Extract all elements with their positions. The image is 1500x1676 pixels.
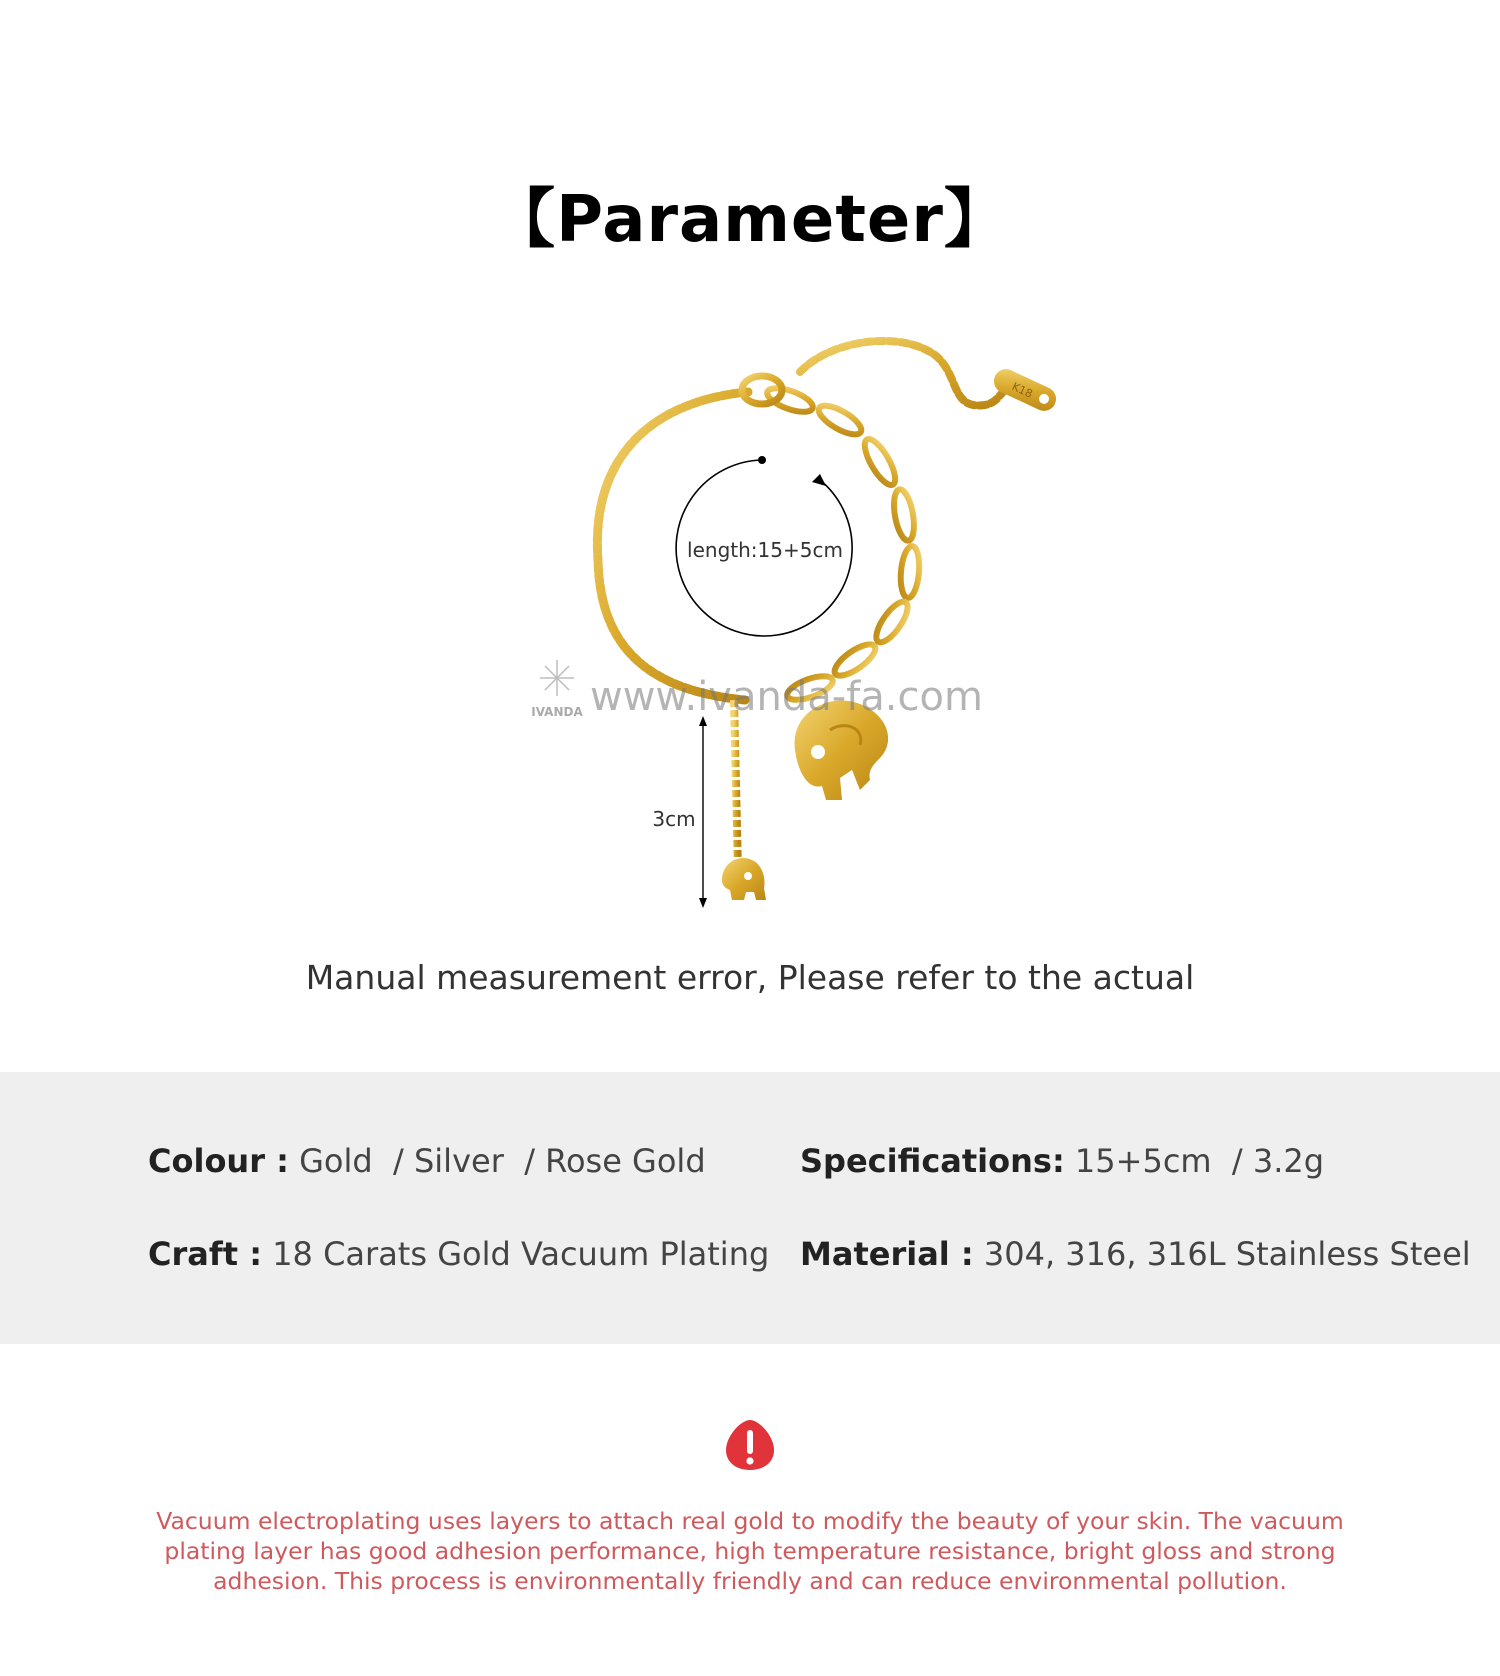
length-label: length:15+5cm bbox=[687, 538, 843, 562]
colour-label: Colour : bbox=[148, 1142, 289, 1180]
colour-spec bbox=[148, 1142, 706, 1180]
k18-tag bbox=[990, 365, 1060, 415]
svg-text:www.ivanda-fa.com: www.ivanda-fa.com bbox=[590, 674, 983, 720]
specifications-value: 15+5cm / 3.2g bbox=[1074, 1142, 1325, 1180]
svg-text:IVANDA: IVANDA bbox=[531, 705, 583, 719]
material-spec bbox=[800, 1235, 1471, 1273]
craft-value: 18 Carats Gold Vacuum Plating bbox=[272, 1235, 770, 1273]
plating-warning-text: Vacuum electroplating uses layers to attach real gold to modify the beauty of your skin. The vacuum plating layer has good adhesion performance, high temperature resistance, bright gloss and strong adhesion. This process is environmentally friendly and can reduce environmental pollution. bbox=[156, 1507, 1344, 1595]
svg-text:K18: K18 bbox=[1009, 379, 1035, 401]
material-label: Material : bbox=[800, 1235, 974, 1273]
watermark bbox=[531, 660, 983, 720]
exclamation-icon bbox=[725, 1418, 775, 1472]
material-value: 304, 316, 316L Stainless Steel bbox=[983, 1235, 1471, 1273]
small-elephant-charm bbox=[722, 858, 766, 900]
specifications-spec bbox=[800, 1142, 1324, 1180]
star-logo-icon bbox=[540, 660, 574, 696]
specs-panel bbox=[0, 1072, 1500, 1344]
colour-value: Gold / Silver / Rose Gold bbox=[299, 1142, 706, 1180]
craft-spec bbox=[148, 1235, 769, 1273]
bracelet-product-image bbox=[0, 320, 1500, 920]
measurement-note: Manual measurement error, Please refer to the actual bbox=[305, 958, 1195, 997]
craft-label: Craft : bbox=[148, 1235, 263, 1273]
page-title: 【Parameter】 bbox=[491, 183, 1009, 257]
drop-label: 3cm bbox=[652, 807, 696, 831]
specifications-label: Specifications: bbox=[800, 1142, 1065, 1180]
extension-chain bbox=[800, 341, 1010, 406]
drop-chain bbox=[734, 700, 738, 870]
